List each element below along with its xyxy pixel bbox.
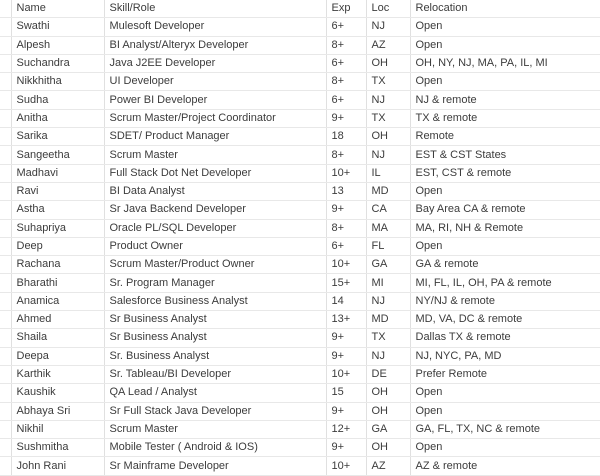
- cell-loc: MD: [366, 311, 410, 329]
- cell-name: Madhavi: [11, 164, 104, 182]
- row-gutter-cell: [0, 237, 11, 255]
- column-header-name[interactable]: Name: [11, 0, 104, 18]
- row-gutter-cell: [0, 457, 11, 475]
- cell-exp: 9+: [326, 329, 366, 347]
- row-gutter-cell: [0, 109, 11, 127]
- cell-exp: 10+: [326, 164, 366, 182]
- table-row[interactable]: [0, 329, 600, 347]
- cell-loc: OH: [366, 439, 410, 457]
- cell-relocation: EST & CST States: [410, 146, 600, 164]
- cell-relocation: Open: [410, 73, 600, 91]
- cell-loc: OH: [366, 402, 410, 420]
- cell-name: Ahmed: [11, 311, 104, 329]
- cell-loc: TX: [366, 109, 410, 127]
- cell-skill-role: Sr Mainframe Developer: [104, 457, 326, 475]
- cell-name: Ravi: [11, 182, 104, 200]
- cell-exp: 6+: [326, 237, 366, 255]
- cell-relocation: Open: [410, 237, 600, 255]
- cell-name: Sarika: [11, 128, 104, 146]
- table-row[interactable]: [0, 164, 600, 182]
- cell-loc: TX: [366, 73, 410, 91]
- table-row[interactable]: [0, 439, 600, 457]
- cell-relocation: Open: [410, 18, 600, 36]
- column-header-loc[interactable]: Loc: [366, 0, 410, 18]
- row-gutter-cell: [0, 347, 11, 365]
- cell-exp: 8+: [326, 146, 366, 164]
- cell-exp: 13: [326, 182, 366, 200]
- cell-loc: IL: [366, 164, 410, 182]
- cell-relocation: GA, FL, TX, NC & remote: [410, 420, 600, 438]
- cell-skill-role: Salesforce Business Analyst: [104, 292, 326, 310]
- cell-name: Karthik: [11, 365, 104, 383]
- cell-relocation: EST, CST & remote: [410, 164, 600, 182]
- row-gutter-cell: [0, 256, 11, 274]
- cell-skill-role: BI Analyst/Alteryx Developer: [104, 36, 326, 54]
- table-row[interactable]: [0, 311, 600, 329]
- cell-loc: CA: [366, 201, 410, 219]
- table-row[interactable]: [0, 402, 600, 420]
- cell-name: Suchandra: [11, 54, 104, 72]
- cell-exp: 15: [326, 384, 366, 402]
- row-gutter-cell: [0, 91, 11, 109]
- cell-exp: 6+: [326, 54, 366, 72]
- cell-skill-role: Sr Full Stack Java Developer: [104, 402, 326, 420]
- cell-name: Deepa: [11, 347, 104, 365]
- cell-loc: DE: [366, 365, 410, 383]
- row-gutter-cell: [0, 329, 11, 347]
- cell-relocation: Open: [410, 384, 600, 402]
- row-gutter-cell: [0, 384, 11, 402]
- table-row[interactable]: [0, 256, 600, 274]
- cell-relocation: Open: [410, 36, 600, 54]
- cell-relocation: Bay Area CA & remote: [410, 201, 600, 219]
- cell-skill-role: Scrum Master: [104, 146, 326, 164]
- cell-exp: 15+: [326, 274, 366, 292]
- row-gutter-cell: [0, 365, 11, 383]
- cell-skill-role: Scrum Master/Product Owner: [104, 256, 326, 274]
- cell-relocation: TX & remote: [410, 109, 600, 127]
- column-header-skill-role[interactable]: Skill/Role: [104, 0, 326, 18]
- table-row[interactable]: [0, 91, 600, 109]
- cell-name: John Rani: [11, 457, 104, 475]
- table-row[interactable]: [0, 274, 600, 292]
- cell-exp: 13+: [326, 311, 366, 329]
- row-gutter-cell: [0, 420, 11, 438]
- cell-name: Anamica: [11, 292, 104, 310]
- cell-name: Rachana: [11, 256, 104, 274]
- cell-skill-role: QA Lead / Analyst: [104, 384, 326, 402]
- row-gutter-cell: [0, 18, 11, 36]
- table-row[interactable]: [0, 219, 600, 237]
- cell-relocation: Prefer Remote: [410, 365, 600, 383]
- table-row[interactable]: [0, 182, 600, 200]
- cell-loc: NJ: [366, 292, 410, 310]
- cell-relocation: NY/NJ & remote: [410, 292, 600, 310]
- table-row[interactable]: [0, 292, 600, 310]
- cell-loc: AZ: [366, 457, 410, 475]
- cell-relocation: GA & remote: [410, 256, 600, 274]
- cell-skill-role: Scrum Master: [104, 420, 326, 438]
- row-gutter-cell: [0, 201, 11, 219]
- cell-loc: GA: [366, 420, 410, 438]
- table-row[interactable]: [0, 109, 600, 127]
- cell-loc: NJ: [366, 146, 410, 164]
- cell-exp: 9+: [326, 402, 366, 420]
- table-row[interactable]: [0, 384, 600, 402]
- table-row[interactable]: [0, 347, 600, 365]
- row-gutter-cell: [0, 311, 11, 329]
- row-gutter-cell: [0, 402, 11, 420]
- column-header-exp[interactable]: Exp: [326, 0, 366, 18]
- cell-exp: 9+: [326, 347, 366, 365]
- cell-skill-role: Sr. Program Manager: [104, 274, 326, 292]
- cell-skill-role: SDET/ Product Manager: [104, 128, 326, 146]
- cell-skill-role: Sr. Tableau/BI Developer: [104, 365, 326, 383]
- cell-name: Sudha: [11, 91, 104, 109]
- row-gutter-cell: [0, 292, 11, 310]
- cell-name: Nikhil: [11, 420, 104, 438]
- table-header-row: [0, 0, 600, 18]
- cell-skill-role: Scrum Master/Project Coordinator: [104, 109, 326, 127]
- cell-skill-role: BI Data Analyst: [104, 182, 326, 200]
- cell-exp: 9+: [326, 439, 366, 457]
- cell-skill-role: Mulesoft Developer: [104, 18, 326, 36]
- cell-skill-role: Sr Java Backend Developer: [104, 201, 326, 219]
- cell-loc: MA: [366, 219, 410, 237]
- cell-loc: OH: [366, 54, 410, 72]
- cell-loc: TX: [366, 329, 410, 347]
- cell-skill-role: Full Stack Dot Net Developer: [104, 164, 326, 182]
- cell-loc: NJ: [366, 18, 410, 36]
- cell-skill-role: Sr Business Analyst: [104, 329, 326, 347]
- row-gutter-cell: [0, 274, 11, 292]
- cell-exp: 12+: [326, 420, 366, 438]
- cell-exp: 6+: [326, 18, 366, 36]
- cell-exp: 8+: [326, 219, 366, 237]
- cell-name: Abhaya Sri: [11, 402, 104, 420]
- cell-name: Anitha: [11, 109, 104, 127]
- cell-name: Sangeetha: [11, 146, 104, 164]
- cell-relocation: AZ & remote: [410, 457, 600, 475]
- cell-name: Bharathi: [11, 274, 104, 292]
- table-row[interactable]: [0, 54, 600, 72]
- cell-loc: AZ: [366, 36, 410, 54]
- cell-name: Alpesh: [11, 36, 104, 54]
- row-gutter-cell: [0, 439, 11, 457]
- cell-relocation: Dallas TX & remote: [410, 329, 600, 347]
- row-gutter-cell: [0, 0, 11, 18]
- row-gutter-cell: [0, 73, 11, 91]
- cell-relocation: MD, VA, DC & remote: [410, 311, 600, 329]
- row-gutter-cell: [0, 164, 11, 182]
- cell-relocation: OH, NY, NJ, MA, PA, IL, MI: [410, 54, 600, 72]
- cell-skill-role: Power BI Developer: [104, 91, 326, 109]
- cell-exp: 8+: [326, 73, 366, 91]
- cell-exp: 9+: [326, 201, 366, 219]
- table-body: [0, 18, 600, 475]
- cell-loc: NJ: [366, 347, 410, 365]
- cell-name: Nikkhitha: [11, 73, 104, 91]
- cell-skill-role: Sr Business Analyst: [104, 311, 326, 329]
- cell-exp: 10+: [326, 256, 366, 274]
- cell-loc: FL: [366, 237, 410, 255]
- cell-relocation: Open: [410, 439, 600, 457]
- table-row[interactable]: [0, 420, 600, 438]
- row-gutter-cell: [0, 182, 11, 200]
- table-row[interactable]: [0, 18, 600, 36]
- cell-exp: 10+: [326, 365, 366, 383]
- cell-exp: 14: [326, 292, 366, 310]
- cell-exp: 9+: [326, 109, 366, 127]
- cell-skill-role: Product Owner: [104, 237, 326, 255]
- table-row[interactable]: [0, 365, 600, 383]
- cell-skill-role: Mobile Tester ( Android & IOS): [104, 439, 326, 457]
- cell-skill-role: UI Developer: [104, 73, 326, 91]
- table-row[interactable]: [0, 457, 600, 475]
- table-row[interactable]: [0, 146, 600, 164]
- cell-loc: GA: [366, 256, 410, 274]
- cell-relocation: NJ & remote: [410, 91, 600, 109]
- cell-skill-role: Java J2EE Developer: [104, 54, 326, 72]
- cell-relocation: MI, FL, IL, OH, PA & remote: [410, 274, 600, 292]
- row-gutter-cell: [0, 128, 11, 146]
- cell-name: Shaila: [11, 329, 104, 347]
- cell-exp: 8+: [326, 36, 366, 54]
- cell-name: Astha: [11, 201, 104, 219]
- table-row[interactable]: [0, 128, 600, 146]
- cell-loc: OH: [366, 128, 410, 146]
- cell-exp: 18: [326, 128, 366, 146]
- cell-relocation: Open: [410, 402, 600, 420]
- cell-name: Kaushik: [11, 384, 104, 402]
- table-row[interactable]: [0, 201, 600, 219]
- cell-exp: 10+: [326, 457, 366, 475]
- table-row[interactable]: [0, 73, 600, 91]
- cell-name: Swathi: [11, 18, 104, 36]
- cell-loc: OH: [366, 384, 410, 402]
- row-gutter-cell: [0, 219, 11, 237]
- table-row[interactable]: [0, 36, 600, 54]
- cell-name: Deep: [11, 237, 104, 255]
- row-gutter-cell: [0, 54, 11, 72]
- cell-skill-role: Sr. Business Analyst: [104, 347, 326, 365]
- cell-skill-role: Oracle PL/SQL Developer: [104, 219, 326, 237]
- row-gutter-cell: [0, 146, 11, 164]
- cell-relocation: NJ, NYC, PA, MD: [410, 347, 600, 365]
- row-gutter-cell: [0, 36, 11, 54]
- cell-relocation: Open: [410, 182, 600, 200]
- table-header: [0, 0, 600, 18]
- cell-name: Suhapriya: [11, 219, 104, 237]
- table-row[interactable]: [0, 237, 600, 255]
- cell-loc: MI: [366, 274, 410, 292]
- column-header-relocation[interactable]: Relocation: [410, 0, 600, 18]
- cell-exp: 6+: [326, 91, 366, 109]
- cell-name: Sushmitha: [11, 439, 104, 457]
- cell-relocation: MA, RI, NH & Remote: [410, 219, 600, 237]
- cell-loc: MD: [366, 182, 410, 200]
- cell-loc: NJ: [366, 91, 410, 109]
- cell-relocation: Remote: [410, 128, 600, 146]
